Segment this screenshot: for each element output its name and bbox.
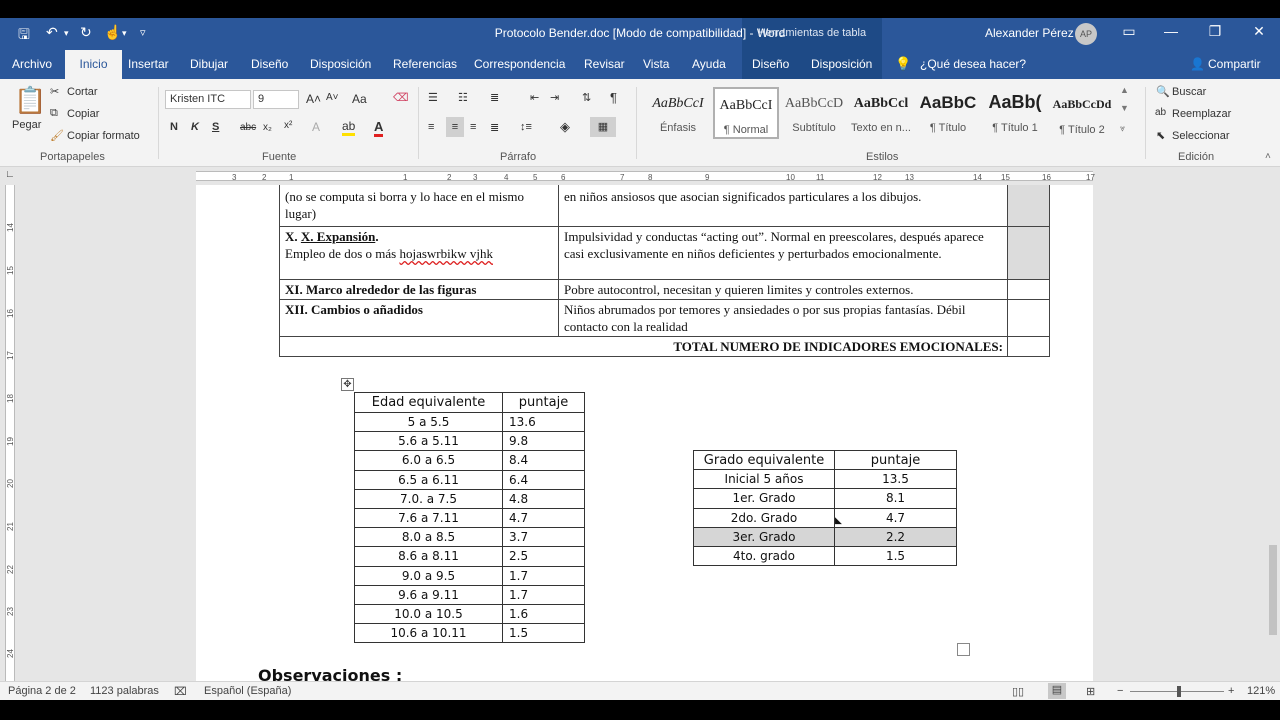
letterbox-bottom bbox=[0, 700, 1280, 720]
grado-table[interactable] bbox=[693, 450, 957, 566]
table-cell[interactable]: 6.0 a 6.5 bbox=[355, 451, 503, 470]
bold-icon[interactable]: N bbox=[170, 121, 178, 133]
styles-scroll-down-icon[interactable]: ▼ bbox=[1120, 103, 1129, 113]
edad-table[interactable] bbox=[354, 392, 585, 643]
show-marks-icon[interactable]: ¶ bbox=[610, 90, 617, 105]
table-row[interactable] bbox=[280, 300, 1050, 337]
redo-icon[interactable]: ↻ bbox=[80, 24, 92, 40]
replace-button[interactable]: Reemplazar bbox=[1172, 108, 1232, 120]
table-row[interactable] bbox=[355, 528, 585, 547]
table-cell[interactable] bbox=[280, 227, 559, 280]
copy-icon[interactable]: ⧉ bbox=[50, 107, 58, 119]
table-row[interactable] bbox=[355, 585, 585, 604]
cell-text: Niños abrumados por temores y ansiedades o por sus propias fantasías. Débil contacto con la realidad bbox=[564, 302, 966, 334]
ruler-tick: 6 bbox=[561, 173, 566, 182]
style-enfasis[interactable] bbox=[645, 87, 711, 139]
ruler-tick: 3 bbox=[473, 173, 478, 182]
shrink-font-icon[interactable]: A˅ bbox=[326, 92, 339, 103]
zoom-out-icon[interactable]: − bbox=[1117, 685, 1124, 697]
ruler-tick: 19 bbox=[5, 437, 15, 446]
style-preview: AaBbCcD bbox=[784, 96, 844, 111]
table-cell[interactable] bbox=[559, 227, 1008, 280]
table-cell[interactable]: 1.7 bbox=[503, 585, 585, 604]
tab-disposicion[interactable]: Disposición bbox=[310, 57, 372, 71]
table-cell[interactable] bbox=[280, 185, 559, 227]
table-cell[interactable] bbox=[280, 300, 559, 337]
table-cell[interactable]: 13.6 bbox=[503, 413, 585, 432]
search-icon[interactable]: 🔍 bbox=[1156, 86, 1170, 98]
letterbox-top bbox=[0, 0, 1280, 18]
table-cell[interactable]: 6.4 bbox=[503, 470, 585, 489]
ruler-bar bbox=[196, 171, 1093, 181]
ruler-tick: 1 bbox=[403, 173, 408, 182]
multilevel-list-icon[interactable]: ≣ bbox=[490, 92, 500, 104]
tab-archivo[interactable]: Archivo bbox=[12, 57, 53, 71]
ruler-tick: 17 bbox=[1086, 173, 1095, 182]
style-preview: AaBbC bbox=[919, 93, 977, 112]
table-cell[interactable]: 1.7 bbox=[503, 566, 585, 585]
ruler-tick: 12 bbox=[873, 173, 882, 182]
collapse-ribbon-icon[interactable]: ˄ bbox=[1265, 151, 1271, 162]
table-cell[interactable]: 5.6 a 5.11 bbox=[355, 432, 503, 451]
style-preview: AaBbCcDd bbox=[1052, 97, 1112, 111]
select-button[interactable]: Seleccionar bbox=[1172, 130, 1230, 142]
table-row[interactable] bbox=[355, 547, 585, 566]
styles-more-icon[interactable]: ⩔ bbox=[1120, 123, 1126, 133]
style-subtitulo[interactable] bbox=[781, 87, 847, 139]
undo-dropdown-icon[interactable]: ▾ bbox=[64, 28, 69, 38]
style-texto-en-negrita[interactable] bbox=[848, 87, 914, 139]
scrollbar-thumb[interactable] bbox=[1269, 545, 1277, 635]
text-effects-icon[interactable]: A bbox=[312, 120, 321, 134]
table-row[interactable] bbox=[694, 508, 957, 527]
tell-me-input[interactable]: ¿Qué desea hacer? bbox=[920, 57, 1027, 71]
align-right-icon[interactable]: ≡ bbox=[470, 121, 477, 133]
web-layout-icon[interactable]: ⊞ bbox=[1086, 686, 1096, 698]
table-row[interactable] bbox=[355, 489, 585, 508]
tab-dibujar[interactable]: Dibujar bbox=[190, 57, 229, 71]
subscript-icon[interactable]: x₂ bbox=[263, 122, 272, 133]
ruler-tick: 23 bbox=[5, 607, 15, 616]
restore-icon[interactable]: ❐ bbox=[1208, 23, 1222, 39]
ruler-tick: 15 bbox=[5, 266, 15, 275]
bullets-icon[interactable]: ☰ bbox=[428, 92, 438, 104]
table-cell[interactable]: 8.6 a 8.11 bbox=[355, 547, 503, 566]
group-separator bbox=[158, 87, 159, 159]
ruler-tick: 16 bbox=[5, 309, 15, 318]
format-painter-icon[interactable]: 🖌 bbox=[50, 130, 64, 142]
cell-text: Impulsividad y conductas “acting out”. Normal en preescolares, después aparece casi exclusivamente en niños deficientes y perturbados emocionalmente. bbox=[564, 229, 984, 261]
table-row-selected[interactable] bbox=[694, 527, 957, 546]
table-row[interactable] bbox=[355, 624, 585, 643]
ruler-tick: 13 bbox=[905, 173, 914, 182]
read-mode-icon[interactable]: ▯▯ bbox=[1012, 686, 1025, 698]
ruler-tick: 18 bbox=[5, 394, 15, 403]
group-label-clipboard: Portapapeles bbox=[40, 151, 105, 163]
style-name: ¶ Título bbox=[929, 122, 967, 134]
superscript-icon[interactable]: x² bbox=[284, 120, 293, 131]
score-cell[interactable] bbox=[1008, 300, 1050, 337]
page-count[interactable]: Página 2 de 2 bbox=[8, 685, 76, 697]
line-spacing-icon[interactable]: ↕≡ bbox=[520, 121, 532, 133]
table-cell[interactable]: 8.1 bbox=[835, 489, 957, 508]
proofing-icon[interactable]: ⌧ bbox=[174, 686, 187, 698]
table-row[interactable] bbox=[355, 451, 585, 470]
table-row[interactable] bbox=[694, 489, 957, 508]
table-cell[interactable]: 3.7 bbox=[503, 528, 585, 547]
style-titulo-2[interactable] bbox=[1049, 87, 1115, 139]
tab-table-diseno[interactable]: Diseño bbox=[752, 57, 790, 71]
strikethrough-icon[interactable]: abc bbox=[240, 122, 257, 133]
group-separator bbox=[1145, 87, 1146, 159]
avatar[interactable]: AP bbox=[1075, 23, 1097, 45]
table-row[interactable] bbox=[280, 185, 1050, 227]
ribbon bbox=[0, 79, 1280, 167]
print-layout-icon[interactable]: ▤ bbox=[1048, 683, 1066, 699]
increase-indent-icon[interactable]: ⇥ bbox=[550, 92, 560, 104]
table-row[interactable] bbox=[694, 546, 957, 565]
indicator-title: X. X. Expansión. bbox=[285, 229, 379, 244]
italic-icon[interactable]: K bbox=[191, 121, 199, 133]
align-left-icon[interactable]: ≡ bbox=[428, 121, 435, 133]
style-name: Énfasis bbox=[659, 122, 697, 134]
column-header: puntaje bbox=[835, 451, 957, 470]
paste-button[interactable]: Pegar bbox=[12, 119, 42, 131]
ruler-tick: 2 bbox=[262, 173, 267, 182]
table-cell[interactable]: 1.6 bbox=[503, 604, 585, 623]
observaciones-heading: Observaciones : bbox=[258, 666, 403, 681]
style-name: Texto en n... bbox=[851, 122, 911, 134]
ruler-tick: 8 bbox=[648, 173, 653, 182]
word-count[interactable]: 1123 palabras bbox=[90, 685, 159, 697]
table-cell[interactable]: 2.5 bbox=[503, 547, 585, 566]
total-score-cell[interactable] bbox=[1008, 337, 1050, 357]
table-cell[interactable]: 5 a 5.5 bbox=[355, 413, 503, 432]
style-preview: AaBb( bbox=[988, 92, 1042, 112]
ruler-tick: 16 bbox=[1042, 173, 1051, 182]
table-move-handle-icon[interactable]: ✥ bbox=[341, 378, 354, 391]
ruler-tick: 9 bbox=[705, 173, 710, 182]
style-preview: AaBbCcI bbox=[652, 96, 704, 111]
zoom-in-icon[interactable]: + bbox=[1228, 685, 1235, 697]
cell-text: Pobre autocontrol, necesitan y quieren limites y controles externos. bbox=[564, 282, 914, 297]
font-color-icon[interactable]: A bbox=[374, 119, 383, 137]
table-header-row bbox=[355, 393, 585, 413]
table-row[interactable] bbox=[280, 280, 1050, 300]
ruler-tick: 14 bbox=[973, 173, 982, 182]
group-separator bbox=[418, 87, 419, 159]
mouse-cursor-icon: ◣ bbox=[835, 515, 842, 525]
table-cell[interactable]: 9.8 bbox=[503, 432, 585, 451]
score-cell[interactable] bbox=[1008, 227, 1050, 280]
cut-button[interactable]: Cortar bbox=[67, 86, 98, 98]
justify-icon[interactable]: ≣ bbox=[490, 122, 500, 134]
ruler-tick: 22 bbox=[5, 565, 15, 574]
undo-icon[interactable]: ↶ bbox=[46, 24, 58, 40]
format-painter-button[interactable]: Copiar formato bbox=[67, 130, 140, 142]
ruler-tick: 24 bbox=[5, 649, 15, 658]
shading-icon[interactable]: ◈ bbox=[560, 119, 570, 134]
group-separator bbox=[636, 87, 637, 159]
styles-scroll-up-icon[interactable]: ▲ bbox=[1120, 85, 1129, 95]
table-cell[interactable]: 1er. Grado bbox=[694, 489, 835, 508]
sort-icon[interactable]: ⇅ bbox=[582, 92, 592, 104]
copy-button[interactable]: Copiar bbox=[67, 108, 100, 120]
ruler-tick: 4 bbox=[504, 173, 509, 182]
style-name: ¶ Título 2 bbox=[1059, 124, 1105, 136]
table-row[interactable] bbox=[355, 432, 585, 451]
font-size-combo[interactable]: 9 bbox=[253, 90, 299, 109]
table-cell[interactable]: 10.0 a 10.5 bbox=[355, 604, 503, 623]
user-name[interactable]: Alexander Pérez bbox=[985, 26, 1074, 40]
align-center-icon[interactable]: ≡ bbox=[446, 117, 464, 137]
clear-format-icon[interactable]: ⌫ bbox=[393, 92, 409, 104]
font-name-combo[interactable]: Kristen ITC bbox=[165, 90, 251, 109]
table-cell[interactable]: 8.0 a 8.5 bbox=[355, 528, 503, 547]
touch-dropdown-icon[interactable]: ▾ bbox=[122, 28, 127, 38]
cell-text: en niños ansiosos que asocian significados particulares a los dibujos. bbox=[564, 189, 922, 204]
table-cell[interactable]: 6.5 a 6.11 bbox=[355, 470, 503, 489]
tab-revisar[interactable]: Revisar bbox=[584, 57, 625, 71]
highlight-icon[interactable]: ab bbox=[342, 119, 355, 136]
cut-icon[interactable]: ✂ bbox=[50, 86, 60, 98]
table-cell[interactable]: 3er. Grado bbox=[694, 527, 835, 546]
table-row[interactable] bbox=[280, 227, 1050, 280]
save-icon[interactable]: 🖫 bbox=[18, 26, 30, 42]
table-cell[interactable]: 9.0 a 9.5 bbox=[355, 566, 503, 585]
table-row[interactable] bbox=[355, 508, 585, 527]
close-icon[interactable]: ✕ bbox=[1253, 23, 1265, 39]
touch-mode-icon[interactable]: ☝ bbox=[104, 24, 122, 40]
style-normal[interactable] bbox=[713, 87, 779, 139]
ribbon-tabs bbox=[0, 50, 1280, 79]
style-name: ¶ Título 1 bbox=[992, 122, 1038, 134]
table-row[interactable] bbox=[694, 470, 957, 489]
table-cell[interactable]: 1.5 bbox=[503, 624, 585, 643]
tab-inicio[interactable]: Inicio bbox=[65, 50, 122, 79]
table-cell[interactable]: 7.0. a 7.5 bbox=[355, 489, 503, 508]
horizontal-ruler[interactable] bbox=[0, 167, 1280, 185]
ruler-tick: 11 bbox=[816, 173, 825, 182]
score-cell[interactable] bbox=[1008, 280, 1050, 300]
ribbon-display-icon[interactable]: ▭ bbox=[1122, 23, 1136, 39]
table-cell[interactable]: 10.6 a 10.11 bbox=[355, 624, 503, 643]
table-cell[interactable]: 13.5 bbox=[835, 470, 957, 489]
style-name: Subtítulo bbox=[792, 122, 836, 134]
column-header: puntaje bbox=[503, 393, 585, 413]
column-header: Edad equivalente bbox=[355, 393, 503, 413]
language-indicator[interactable]: Español (España) bbox=[204, 685, 292, 697]
style-titulo-1[interactable] bbox=[982, 87, 1048, 139]
tab-table-disposicion[interactable]: Disposición bbox=[811, 57, 873, 71]
underline-icon[interactable]: S bbox=[212, 121, 220, 133]
table-cell[interactable]: 4.7 bbox=[835, 508, 957, 527]
decrease-indent-icon[interactable]: ⇤ bbox=[530, 92, 540, 104]
style-preview: AaBbCcI bbox=[719, 98, 773, 113]
table-cell[interactable] bbox=[559, 280, 1008, 300]
table-cell[interactable]: 4to. grado bbox=[694, 546, 835, 565]
find-button[interactable]: Buscar bbox=[1172, 86, 1207, 98]
tab-insertar[interactable]: Insertar bbox=[128, 57, 169, 71]
table-cell[interactable]: 4.7 bbox=[503, 508, 585, 527]
indicators-table[interactable] bbox=[279, 185, 1050, 357]
replace-icon[interactable]: ab bbox=[1155, 107, 1167, 118]
total-label: TOTAL NUMERO DE INDICADORES EMOCIONALES: bbox=[673, 339, 1003, 354]
table-cell[interactable] bbox=[559, 185, 1008, 227]
minimize-icon[interactable]: — bbox=[1164, 23, 1178, 39]
status-bar bbox=[0, 681, 1280, 700]
share-icon[interactable]: 👤 bbox=[1190, 57, 1205, 71]
ruler-tick: 5 bbox=[533, 173, 538, 182]
table-resize-handle[interactable] bbox=[957, 643, 970, 656]
tab-referencias[interactable]: Referencias bbox=[393, 57, 458, 71]
share-button[interactable]: Compartir bbox=[1208, 57, 1261, 71]
grow-font-icon[interactable]: A˄ bbox=[306, 92, 322, 106]
style-titulo[interactable] bbox=[915, 87, 981, 139]
ruler-tick: 7 bbox=[620, 173, 625, 182]
ruler-tick: 15 bbox=[1001, 173, 1010, 182]
tab-diseno[interactable]: Diseño bbox=[251, 57, 289, 71]
indicator-title: XI. Marco alrededor de las figuras bbox=[285, 282, 477, 297]
indicator-body: Empleo de dos o más bbox=[285, 246, 400, 261]
table-row[interactable] bbox=[355, 566, 585, 585]
ruler-tick: 10 bbox=[786, 173, 795, 182]
style-name: ¶ Normal bbox=[723, 124, 769, 136]
ruler-tick: 14 bbox=[5, 223, 15, 232]
lightbulb-icon: 💡 bbox=[895, 56, 912, 71]
document-title: Protocolo Bender.doc [Modo de compatibilidad] - Word bbox=[494, 26, 786, 40]
style-preview: AaBbCcl bbox=[853, 96, 909, 111]
table-cell[interactable]: 2.2 bbox=[835, 527, 957, 546]
document-page[interactable] bbox=[196, 185, 1093, 681]
ruler-tick: 21 bbox=[5, 522, 15, 531]
ruler-tick: 20 bbox=[5, 479, 15, 488]
tab-selector-icon[interactable]: ∟ bbox=[5, 169, 15, 180]
group-label-paragraph: Párrafo bbox=[500, 151, 537, 163]
vertical-scrollbar[interactable] bbox=[1266, 185, 1280, 681]
group-label-font: Fuente bbox=[262, 151, 297, 163]
column-header: Grado equivalente bbox=[694, 451, 835, 470]
ruler-tick: 2 bbox=[447, 173, 452, 182]
indicator-title-text: X. Expansión bbox=[300, 229, 376, 244]
group-label-styles: Estilos bbox=[866, 151, 899, 163]
table-cell[interactable] bbox=[559, 300, 1008, 337]
ruler-tick: 3 bbox=[232, 173, 237, 182]
change-case-button[interactable]: Aa bbox=[352, 92, 367, 106]
table-header-row bbox=[694, 451, 957, 470]
zoom-level[interactable]: 121% bbox=[1247, 685, 1276, 697]
table-cell[interactable]: 4.8 bbox=[503, 489, 585, 508]
context-group-label: Herramientas de tabla bbox=[757, 27, 867, 39]
indicator-title: XII. Cambios o añadidos bbox=[285, 302, 423, 317]
tab-vista[interactable]: Vista bbox=[643, 57, 670, 71]
table-cell[interactable]: Inicial 5 años bbox=[694, 470, 835, 489]
table-cell[interactable]: 1.5 bbox=[835, 546, 957, 565]
paste-icon[interactable]: 📋 bbox=[14, 85, 47, 115]
zoom-slider-thumb[interactable] bbox=[1177, 686, 1181, 697]
tab-correspondencia[interactable]: Correspondencia bbox=[474, 57, 566, 71]
table-cell[interactable]: 8.4 bbox=[503, 451, 585, 470]
table-cell[interactable]: 9.6 a 9.11 bbox=[355, 585, 503, 604]
cell-text: (no se computa si borra y lo hace en el mismo lugar) bbox=[285, 189, 524, 221]
table-row[interactable] bbox=[355, 413, 585, 432]
select-icon[interactable]: ⬉ bbox=[1156, 130, 1166, 142]
score-cell[interactable] bbox=[1008, 185, 1050, 227]
ruler-tick: 1 bbox=[289, 173, 294, 182]
ruler-tick: 17 bbox=[5, 351, 15, 360]
numbering-icon[interactable]: ☷ bbox=[458, 92, 468, 104]
customize-qat-icon[interactable]: ▿ bbox=[140, 27, 146, 39]
tab-ayuda[interactable]: Ayuda bbox=[692, 57, 726, 71]
table-row[interactable] bbox=[355, 604, 585, 623]
group-label-editing: Edición bbox=[1178, 151, 1215, 163]
table-cell[interactable]: 7.6 a 7.11 bbox=[355, 508, 503, 527]
title-bar bbox=[0, 18, 1280, 50]
borders-icon[interactable]: ▦ bbox=[590, 117, 616, 137]
table-row[interactable] bbox=[355, 470, 585, 489]
table-cell[interactable]: 2do. Grado bbox=[694, 508, 835, 527]
vertical-ruler[interactable] bbox=[0, 185, 18, 681]
table-cell[interactable] bbox=[280, 280, 559, 300]
total-label-cell[interactable] bbox=[280, 337, 1008, 357]
misspelled-word: hojaswrbikw vjhk bbox=[399, 246, 493, 261]
table-row[interactable] bbox=[280, 337, 1050, 357]
